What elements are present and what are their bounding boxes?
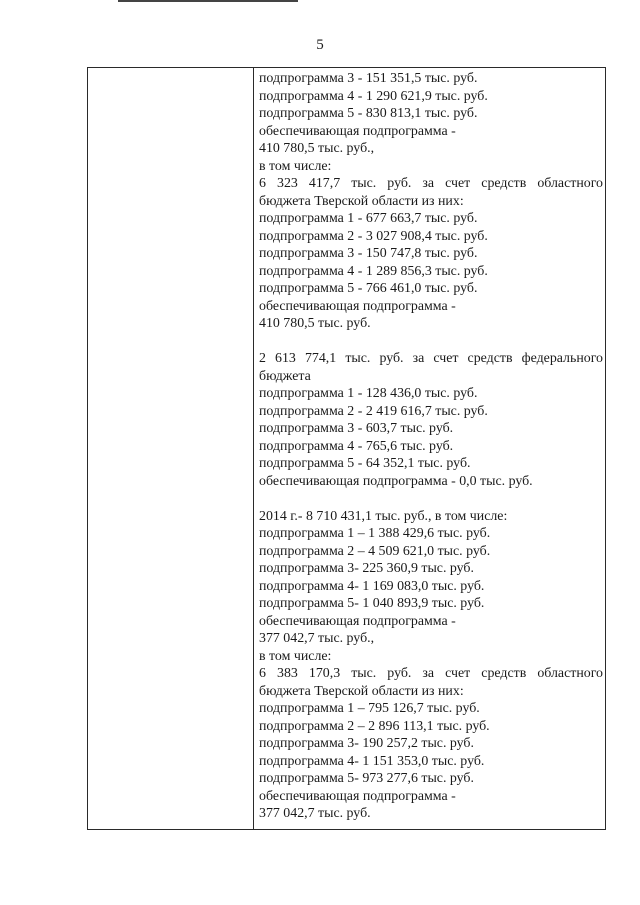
paragraph-gap: [259, 333, 603, 351]
text-line: подпрограмма 3 - 603,7 тыс. руб.: [259, 421, 454, 436]
column-divider: [253, 68, 254, 829]
text-line: бюджета Тверской области из них:: [259, 193, 464, 209]
text-line: подпрограмма 3- 190 257,2 тыс. руб.: [259, 736, 474, 751]
text-line: 410 780,5 тыс. руб.,: [259, 141, 375, 156]
text-line: в том числе:: [259, 648, 332, 664]
text-line: бюджета: [259, 368, 311, 384]
text-line: подпрограмма 4- 1 169 083,0 тыс. руб.: [259, 578, 485, 594]
text-line: подпрограмма 3- 225 360,9 тыс. руб.: [259, 561, 474, 576]
text-line: 377 042,7 тыс. руб.: [259, 806, 371, 821]
text-line: подпрограмма 5- 1 040 893,9 тыс. руб.: [259, 596, 485, 611]
text-line: подпрограмма 2 - 2 419 616,7 тыс. руб.: [259, 403, 488, 419]
text-line: подпрограмма 2 - 3 027 908,4 тыс. руб.: [259, 228, 488, 244]
text-line: подпрограмма 1 - 677 663,7 тыс. руб.: [259, 211, 478, 226]
text-line: 410 780,5 тыс. руб.: [259, 316, 371, 331]
text-line: подпрограмма 4 - 765,6 тыс. руб.: [259, 438, 454, 454]
paragraph-gap: [259, 490, 603, 508]
text-line: подпрограмма 5 - 64 352,1 тыс. руб.: [259, 456, 471, 471]
text-line: обеспечивающая подпрограмма -: [259, 788, 456, 804]
text-line: подпрограмма 3 - 151 351,5 тыс. руб.: [259, 71, 478, 86]
text-line: подпрограмма 2 – 4 509 621,0 тыс. руб.: [259, 543, 491, 559]
page-number: 5: [316, 37, 324, 53]
text-line: подпрограмма 4- 1 151 353,0 тыс. руб.: [259, 753, 485, 769]
text-line: подпрограмма 5 - 830 813,1 тыс. руб.: [259, 106, 478, 121]
text-line: 2014 г.- 8 710 431,1 тыс. руб., в том числе:: [259, 508, 508, 524]
text-line: обеспечивающая подпрограмма - 0,0 тыс. руб.: [259, 473, 533, 489]
top-edge-rule-right: [218, 0, 298, 2]
text-line: подпрограмма 5 - 766 461,0 тыс. руб.: [259, 281, 478, 296]
text-line: подпрограмма 1 - 128 436,0 тыс. руб.: [259, 386, 478, 401]
text-line: подпрограмма 4 - 1 290 621,9 тыс. руб.: [259, 88, 488, 104]
funding-text-cell: [259, 70, 603, 823]
text-line: 6 323 417,7 тыс. руб. за счет средств областного: [259, 176, 603, 191]
budget-table: [87, 67, 606, 830]
text-line: подпрограмма 4 - 1 289 856,3 тыс. руб.: [259, 263, 488, 279]
text-line: обеспечивающая подпрограмма -: [259, 123, 456, 139]
text-line: 377 042,7 тыс. руб.,: [259, 631, 375, 646]
text-line: обеспечивающая подпрограмма -: [259, 298, 456, 314]
text-line: подпрограмма 1 – 1 388 429,6 тыс. руб.: [259, 526, 491, 541]
text-line: обеспечивающая подпрограмма -: [259, 613, 456, 629]
text-line: в том числе:: [259, 158, 332, 174]
text-line: бюджета Тверской области из них:: [259, 683, 464, 699]
text-line: 2 613 774,1 тыс. руб. за счет средств федерального: [259, 351, 603, 366]
text-line: подпрограмма 2 – 2 896 113,1 тыс. руб.: [259, 718, 490, 734]
text-line: подпрограмма 3 - 150 747,8 тыс. руб.: [259, 246, 478, 261]
text-line: подпрограмма 1 – 795 126,7 тыс. руб.: [259, 701, 480, 716]
text-line: подпрограмма 5- 973 277,6 тыс. руб.: [259, 771, 474, 786]
text-line: 6 383 170,3 тыс. руб. за счет средств областного: [259, 666, 603, 681]
